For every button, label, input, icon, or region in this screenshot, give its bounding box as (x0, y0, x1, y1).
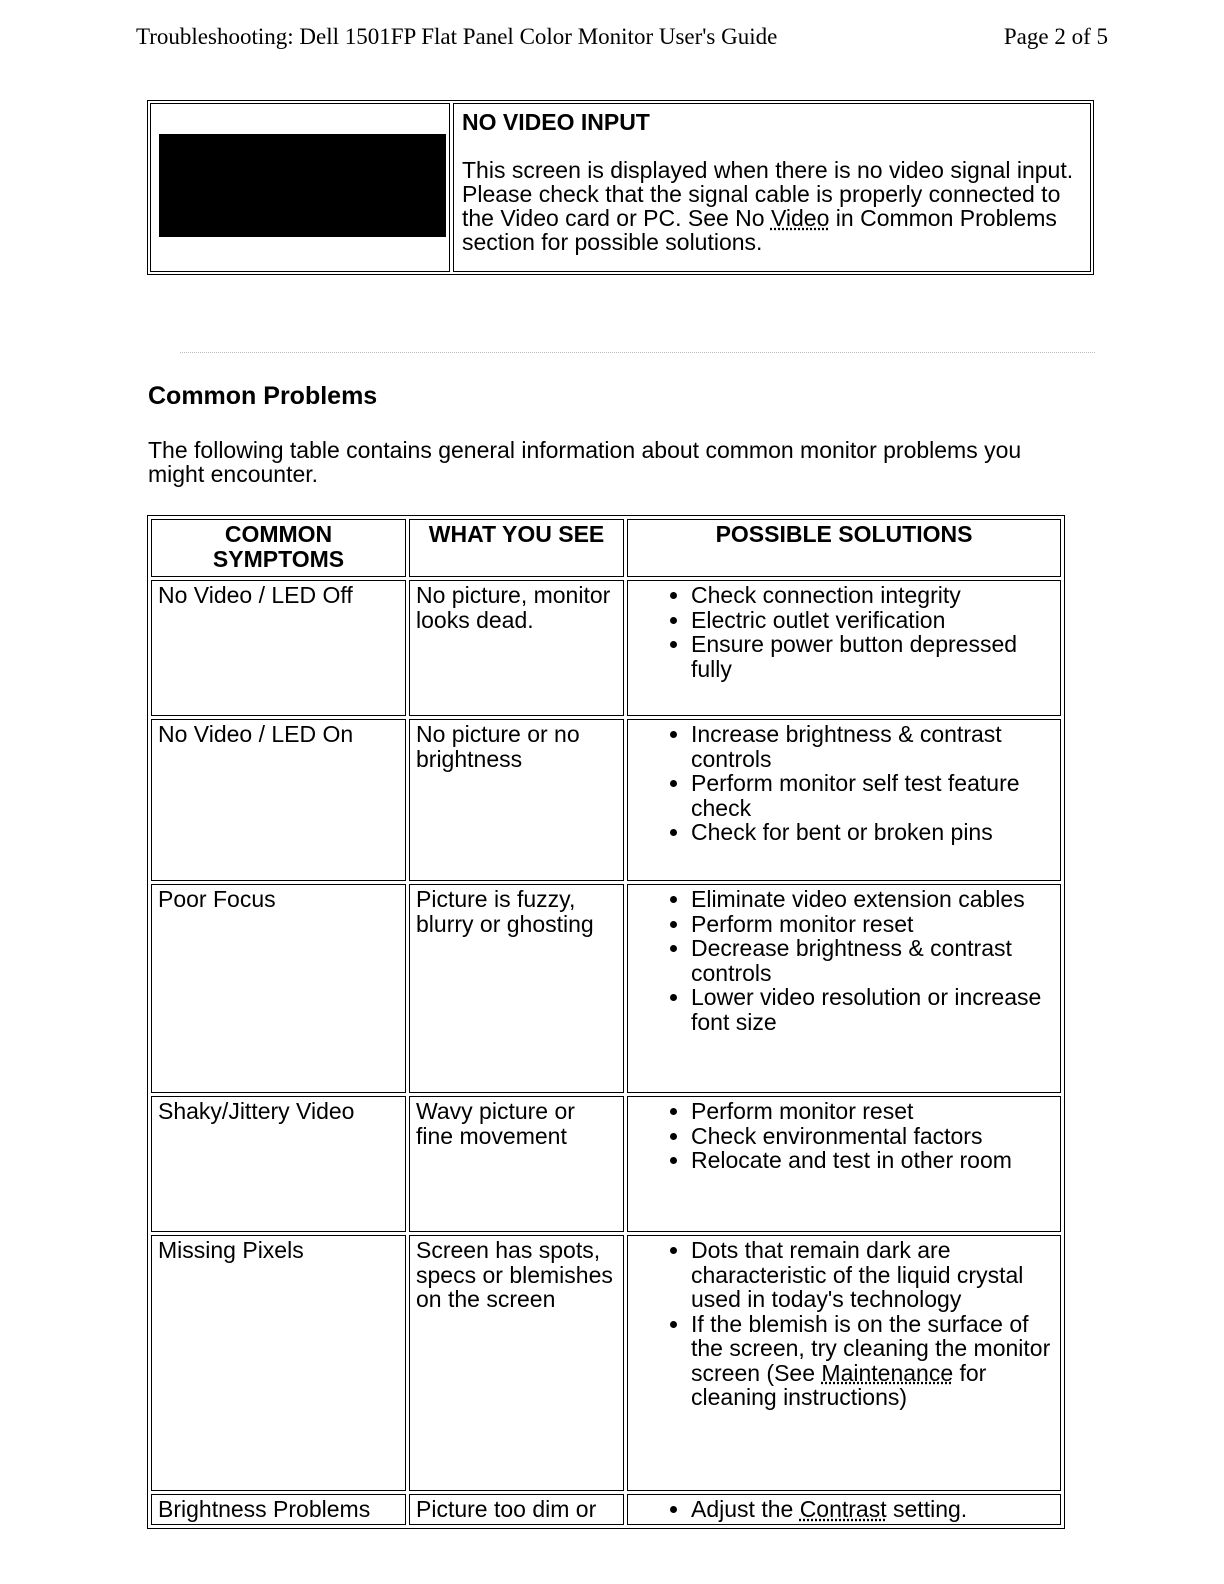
no-video-description (462, 158, 1082, 254)
symptom-cell: Brightness Problems (151, 1494, 406, 1525)
solution-item: • Perform monitor reset (691, 1099, 1054, 1124)
solutions-cell (627, 1494, 1061, 1525)
no-video-text-cell (453, 103, 1091, 272)
solution-item: • Increase brightness & contrast controls (691, 722, 1054, 771)
solution-item: • Decrease brightness & contrast controls (691, 936, 1054, 985)
no-video-screen-image-cell (150, 103, 450, 272)
symptom-cell: Missing Pixels (151, 1235, 406, 1491)
solutions-list (634, 583, 1054, 681)
table-row (151, 1096, 1061, 1232)
table-row (151, 1494, 1061, 1525)
what-you-see-cell: Screen has spots, specs or blemishes on the screen (409, 1235, 624, 1491)
solution-item: • Adjust the Contrast setting. (691, 1497, 1054, 1522)
common-problems-table (147, 515, 1065, 1529)
solution-item: • Electric outlet verification (691, 608, 1054, 633)
table-row (151, 580, 1061, 716)
no-video-screen-image (159, 134, 446, 237)
no-video-link[interactable]: Video (770, 205, 830, 231)
solution-item: • Eliminate video extension cables (691, 887, 1054, 912)
solution-item: • If the blemish is on the surface of the screen, try cleaning the monitor screen (See Maintenance for cleaning instructions) (691, 1312, 1054, 1410)
table-row (151, 719, 1061, 881)
solutions-list (634, 1238, 1054, 1410)
header-title: Troubleshooting: Dell 1501FP Flat Panel Color Monitor User's Guide (136, 24, 778, 49)
solutions-list (634, 1099, 1054, 1173)
no-video-title: NO VIDEO INPUT (462, 109, 650, 135)
no-video-input-box (147, 100, 1094, 275)
solution-item: • Lower video resolution or increase font size (691, 985, 1054, 1034)
table-row (151, 884, 1061, 1093)
what-you-see-cell: Picture is fuzzy, blurry or ghosting (409, 884, 624, 1093)
solution-link[interactable]: Maintenance (821, 1359, 954, 1386)
solution-item: • Perform monitor self test feature check (691, 771, 1054, 820)
solution-item: • Ensure power button depressed fully (691, 632, 1054, 681)
section-title: Common Problems (148, 382, 378, 410)
solution-link[interactable]: Contrast (799, 1496, 887, 1522)
solution-item: • Dots that remain dark are characteristic of the liquid crystal used in today's technology (691, 1238, 1054, 1312)
what-you-see-cell: No picture or no brightness (409, 719, 624, 881)
solutions-cell (627, 1235, 1061, 1491)
symptom-cell: No Video / LED On (151, 719, 406, 881)
solutions-list (634, 722, 1054, 845)
solutions-list (634, 1497, 1054, 1522)
page-number: Page 2 of 5 (1003, 24, 1108, 49)
solutions-cell (627, 884, 1061, 1093)
solution-item: • Check for bent or broken pins (691, 820, 1054, 845)
solution-item: • Check connection integrity (691, 583, 1054, 608)
solution-item: • Perform monitor reset (691, 912, 1054, 937)
solutions-list (634, 887, 1054, 1034)
no-video-text-part: in Common Problems section for possible solutions. (462, 205, 1057, 255)
what-you-see-cell: No picture, monitor looks dead. (409, 580, 624, 716)
symptom-cell: No Video / LED Off (151, 580, 406, 716)
solutions-cell (627, 1096, 1061, 1232)
divider (180, 352, 1095, 355)
column-header-solutions: POSSIBLE SOLUTIONS (627, 519, 1061, 577)
section-intro: The following table contains general information about common monitor problems you might encounter. (148, 437, 1022, 487)
table-header-row (151, 519, 1061, 577)
column-header-symptoms: COMMON SYMPTOMS (151, 519, 406, 577)
column-header-what-you-see: WHAT YOU SEE (409, 519, 624, 577)
symptom-cell: Poor Focus (151, 884, 406, 1093)
solutions-cell (627, 580, 1061, 716)
what-you-see-cell: Wavy picture or fine movement (409, 1096, 624, 1232)
solutions-cell (627, 719, 1061, 881)
table-row (151, 1235, 1061, 1491)
solution-item: • Relocate and test in other room (691, 1148, 1054, 1173)
what-you-see-cell: Picture too dim or (409, 1494, 624, 1525)
symptom-cell: Shaky/Jittery Video (151, 1096, 406, 1232)
no-video-text-part: This screen is displayed when there is no video signal input. Please check that the signal cable is properly connected to the Video card or PC. See No (462, 157, 1074, 231)
solution-item: • Check environmental factors (691, 1124, 1054, 1149)
